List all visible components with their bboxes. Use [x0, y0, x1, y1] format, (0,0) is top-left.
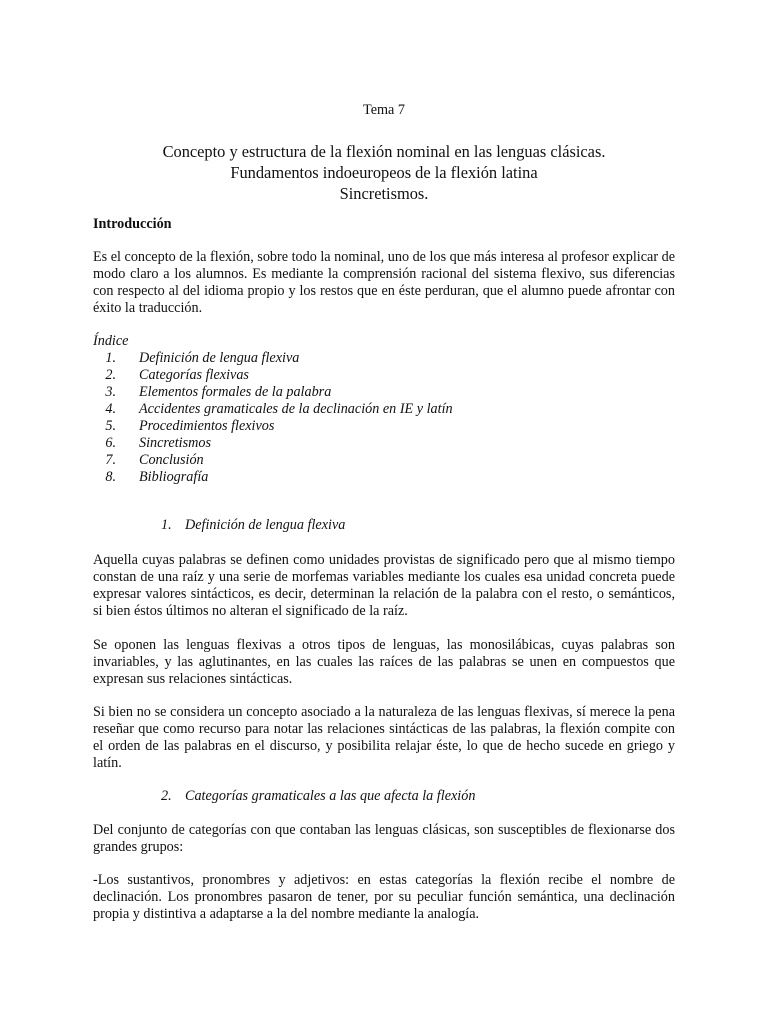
list-item-number: 3. [105, 384, 116, 400]
title-line-3: Sincretismos. [339, 184, 429, 203]
section-1-heading [161, 517, 345, 534]
section-1-paragraph-2: Se oponen las lenguas flexivas a otros tipos de lenguas, las monosilábicas, cuyas palabras son invariables, y las aglutinantes, en las cuales las raíces de las palabras se unen en compuestos que expresan sus relaciones sintácticas. [93, 637, 675, 687]
section-1-paragraph-3: Si bien no se considera un concepto asociado a la naturaleza de las lenguas flexivas, sí merece la pena reseñar que como recurso para notar las relaciones sintácticas de las palabras, la flexión compite con el orden de las palabras en el discurso, y posibilita relajar éste, lo que de hecho sucede en griego y latín. [93, 704, 675, 771]
introduccion-paragraph: Es el concepto de la flexión, sobre todo la nominal, uno de los que más interesa al profesor explicar de modo claro a los alumnos. Es mediante la comprensión racional del sistema flexivo, sus diferencias con respecto al del idioma propio y los restos que en éste perduran, que el alumno puede afrontar con éxito la traducción. [93, 249, 675, 316]
list-item-text: Bibliografía [139, 469, 209, 485]
section-2-heading [161, 788, 475, 805]
section-2-title: Categorías gramaticales a las que afecta la flexión [185, 788, 476, 804]
list-item [93, 350, 453, 367]
list-item-number: 4. [105, 401, 116, 417]
section-1-number: 1. [161, 517, 172, 533]
list-item [93, 435, 453, 452]
section-2-paragraph-1: Del conjunto de categorías con que contaban las lenguas clásicas, son susceptibles de flexionarse dos grandes grupos: [93, 822, 675, 855]
list-item-text: Procedimientos flexivos [139, 418, 275, 434]
list-item-number: 7. [105, 452, 116, 468]
list-item-number: 8. [105, 469, 116, 485]
document-title [93, 141, 675, 204]
list-item-text: Sincretismos [139, 435, 211, 451]
introduccion-heading: Introducción [93, 216, 172, 232]
list-item-number: 2. [105, 367, 116, 383]
list-item [93, 418, 453, 435]
title-line-2: Fundamentos indoeuropeos de la flexión latina [230, 163, 538, 182]
indice-label: Índice [93, 333, 129, 349]
title-line-1: Concepto y estructura de la flexión nominal en las lenguas clásicas. [162, 142, 606, 161]
list-item-number: 6. [105, 435, 116, 451]
section-1-title: Definición de lengua flexiva [185, 517, 346, 533]
list-item [93, 452, 453, 469]
section-1-paragraph-1: Aquella cuyas palabras se definen como unidades provistas de significado pero que al mismo tiempo constan de una raíz y una serie de morfemas variables mediante los cuales esa unidad concreta puede expresar valores sintácticos, es decir, determinan la relación de la palabra con el resto, o semánticos, si bien éstos últimos no alteran el significado de la raíz. [93, 552, 675, 619]
indice-list [93, 350, 453, 486]
list-item [93, 469, 453, 486]
list-item-text: Definición de lengua flexiva [139, 350, 300, 366]
list-item-text: Conclusión [139, 452, 204, 468]
section-2-paragraph-2: -Los sustantivos, pronombres y adjetivos: en estas categorías la flexión recibe el nombre de declinación. Los pronombres pasaron de tener, por su peculiar función semántica, una declinación propia y distintiva a adaptarse a la del nombre mediante la analogía. [93, 872, 675, 922]
list-item [93, 401, 453, 418]
tema-label: Tema 7 [363, 102, 405, 118]
list-item-text: Categorías flexivas [139, 367, 249, 383]
list-item-text: Accidentes gramaticales de la declinación en IE y latín [139, 401, 453, 417]
list-item [93, 367, 453, 384]
list-item-number: 1. [105, 350, 116, 366]
section-2-number: 2. [161, 788, 172, 804]
list-item [93, 384, 453, 401]
list-item-text: Elementos formales de la palabra [139, 384, 332, 400]
list-item-number: 5. [105, 418, 116, 434]
